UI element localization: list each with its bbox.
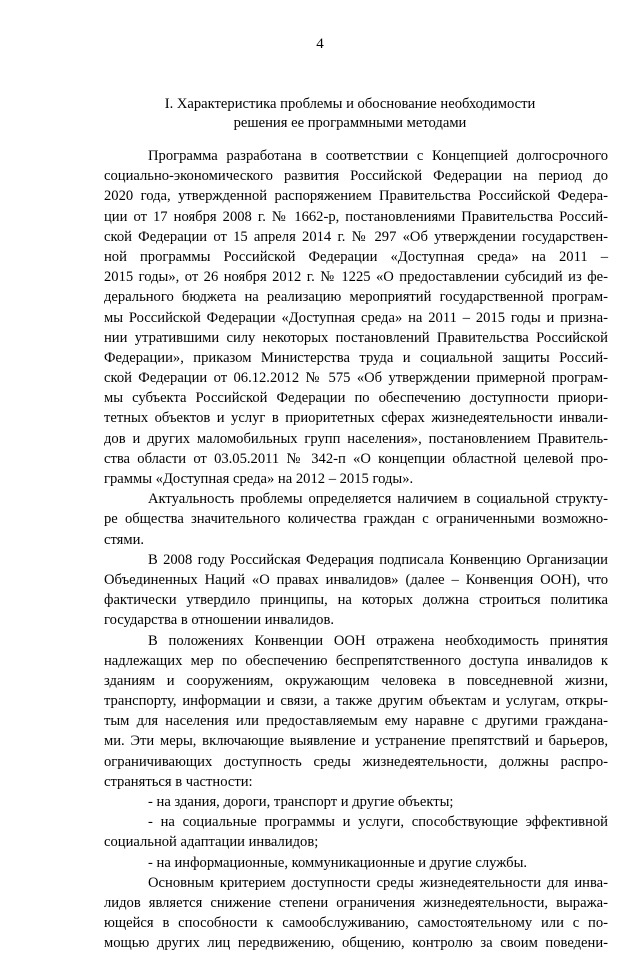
text-line: ре общества значительного количества граждан с ограниченными возможно-: [104, 511, 608, 528]
section-heading: [100, 95, 600, 133]
text-line: ской Федерации от 15 апреля 2014 г. № 297 «Об утверждении государствен-: [104, 228, 608, 245]
text-line: граммы «Доступная среда» на 2012 – 2015 годы».: [104, 471, 414, 487]
body-text: [104, 146, 608, 954]
text-line: фактически утвердило принципы, на которых должна строиться политика: [104, 592, 608, 609]
text-line: мы субъекта Российской Федерации по обеспечению доступности приори-: [104, 390, 608, 407]
section-heading-line-2: решения ее программными методами: [233, 115, 467, 131]
text-line: транспорту, информации и связи, а также другим объектам и услугам, откры-: [104, 693, 608, 710]
text-line: надлежащих мер по обеспечению беспрепятственного доступа инвалидов к: [104, 652, 608, 669]
text-line: нии утратившими силу некоторых постановлений Правительства Российской: [104, 329, 608, 346]
text-line: тетных объектов и услуг в приоритетных сферах жизнедеятельности инвали-: [104, 410, 608, 427]
text-line: зданиям и сооружениям, окружающим человека в повседневной жизни,: [104, 672, 608, 689]
text-line: стями.: [104, 531, 145, 548]
text-line: ции от 17 ноября 2008 г. № 1662-р, постановлениями Правительства Россий-: [104, 208, 608, 225]
text-line: дерального бюджета на реализацию мероприятий государственной програм-: [104, 289, 608, 306]
text-line: Объединенных Наций «О правах инвалидов» (далее – Конвенция ООН), что: [104, 571, 608, 588]
list-item: - на здания, дороги, транспорт и другие объекты;: [148, 794, 454, 810]
text-line: тым для населения или предоставляемым ему наравне с другими граждана-: [104, 713, 608, 730]
text-line: Актуальность проблемы определяется наличием в социальной структу-: [148, 491, 608, 508]
text-line: В 2008 году Российская Федерация подписала Конвенцию Организации: [148, 551, 608, 568]
text-line: ной программы Российской Федерации «Доступная среда» на 2011 –: [104, 248, 608, 265]
text-line: лидов является снижение степени ограничения жизнедеятельности, выража-: [104, 894, 608, 911]
list-item: - на социальные программы и услуги, способствующие эффективной: [148, 814, 608, 831]
text-line: Федерации», приказом Министерства труда и социальной защиты Россий-: [104, 349, 608, 366]
text-line: дов и других маломобильных групп населения», постановлением Правитель-: [104, 430, 608, 447]
text-line: ства области от 03.05.2011 № 342-п «О концепции областной целевой про-: [104, 450, 608, 467]
text-line: 2020 года, утвержденной распоряжением Правительства Российской Федера-: [104, 188, 608, 205]
text-line: социально-экономического развития Российской Федерации на период до: [104, 168, 608, 185]
text-line: 2015 годы», от 26 ноября 2012 г. № 1225 «О предоставлении субсидий из фе-: [104, 269, 608, 286]
text-line: страняться в частности:: [104, 773, 253, 790]
text-line: мы Российской Федерации «Доступная среда» на 2011 – 2015 годы и призна-: [104, 309, 608, 326]
text-line: мощью других лиц передвижению, общению, контролю за своим поведени-: [104, 935, 608, 952]
page-number: 4: [316, 36, 324, 52]
text-line: ми. Эти меры, включающие выявление и устранение препятствий и барьеров,: [104, 733, 608, 750]
text-line: Программа разработана в соответствии с Концепцией долгосрочного: [148, 148, 608, 164]
text-line: В положениях Конвенции ООН отражена необходимость принятия: [148, 632, 608, 649]
text-line: ской Федерации от 06.12.2012 № 575 «Об утверждении примерной програм-: [104, 370, 608, 387]
text-line: государства в отношении инвалидов.: [104, 612, 335, 629]
list-item: - на информационные, коммуникационные и другие службы.: [148, 854, 528, 871]
text-line: Основным критерием доступности среды жизнедеятельности для инва-: [148, 874, 608, 891]
section-heading-line-1: I. Характеристика проблемы и обоснование необходимости: [164, 96, 536, 112]
text-line: социальной адаптации инвалидов;: [104, 834, 319, 851]
text-line: ющейся в способности к самообслуживанию, самостоятельному или с по-: [104, 915, 608, 932]
text-line: ограничивающих доступность среды жизнедеятельности, должны распро-: [104, 753, 608, 770]
